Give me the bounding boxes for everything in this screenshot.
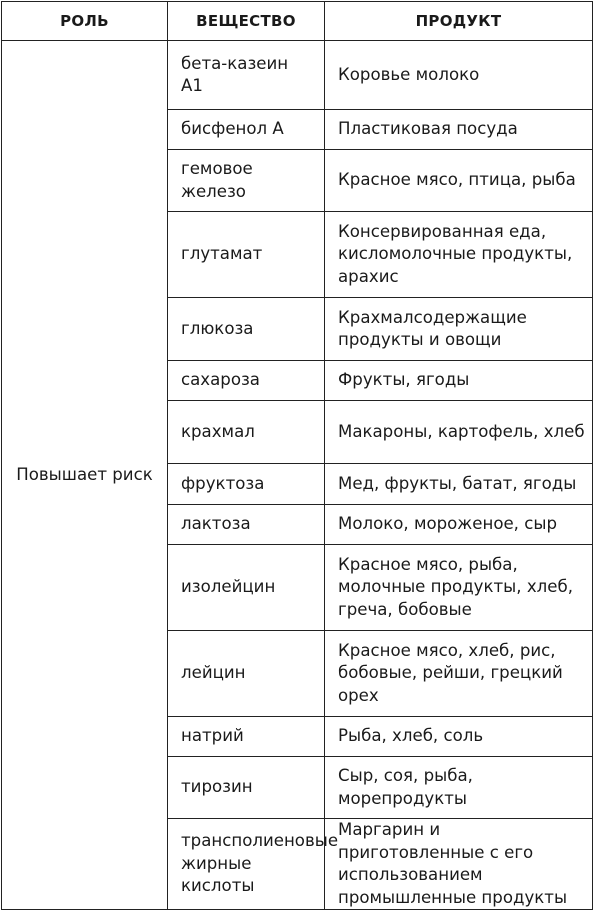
- substance-cell: бисфенол А: [168, 110, 325, 150]
- substance-cell: лактоза: [168, 505, 325, 545]
- table-row: [2, 41, 593, 110]
- header-substance: ВЕЩЕСТВО: [168, 2, 325, 41]
- substance-cell: фруктоза: [168, 464, 325, 505]
- product-cell: Маргарин и приготовленные с его использованием промышленные продукты: [325, 819, 593, 910]
- product-cell: Консервированная еда, кисломолочные продукты, арахис: [325, 212, 593, 298]
- header-role: РОЛЬ: [2, 2, 168, 41]
- header-product: ПРОДУКТ: [325, 2, 593, 41]
- substance-cell: глюкоза: [168, 298, 325, 361]
- substances-table: [1, 1, 593, 910]
- role-cell: Повышает риск: [2, 41, 168, 910]
- substance-cell: бета-казеин А1: [168, 41, 325, 110]
- product-cell: Сыр, соя, рыба, морепродукты: [325, 757, 593, 819]
- substance-cell: трансполиеновые жирные кислоты: [168, 819, 325, 910]
- substance-cell: глутамат: [168, 212, 325, 298]
- substance-cell: крахмал: [168, 401, 325, 464]
- substance-cell: сахароза: [168, 361, 325, 401]
- product-cell: Мед, фрукты, батат, ягоды: [325, 464, 593, 505]
- product-cell: Красное мясо, хлеб, рис, бобовые, рейши, грецкий орех: [325, 631, 593, 717]
- product-cell: Красное мясо, рыба, молочные продукты, хлеб, греча, бобовые: [325, 545, 593, 631]
- product-cell: Коровье молоко: [325, 41, 593, 110]
- header-row: [2, 2, 593, 41]
- product-cell: Пластиковая посуда: [325, 110, 593, 150]
- substance-cell: натрий: [168, 717, 325, 757]
- substance-cell: лейцин: [168, 631, 325, 717]
- substance-cell: гемовое железо: [168, 150, 325, 212]
- product-cell: Красное мясо, птица, рыба: [325, 150, 593, 212]
- substance-cell: изолейцин: [168, 545, 325, 631]
- product-cell: Макароны, картофель, хлеб: [325, 401, 593, 464]
- product-cell: Молоко, мороженое, сыр: [325, 505, 593, 545]
- product-cell: Рыба, хлеб, соль: [325, 717, 593, 757]
- product-cell: Фрукты, ягоды: [325, 361, 593, 401]
- product-cell: Крахмалсодержащие продукты и овощи: [325, 298, 593, 361]
- substance-cell: тирозин: [168, 757, 325, 819]
